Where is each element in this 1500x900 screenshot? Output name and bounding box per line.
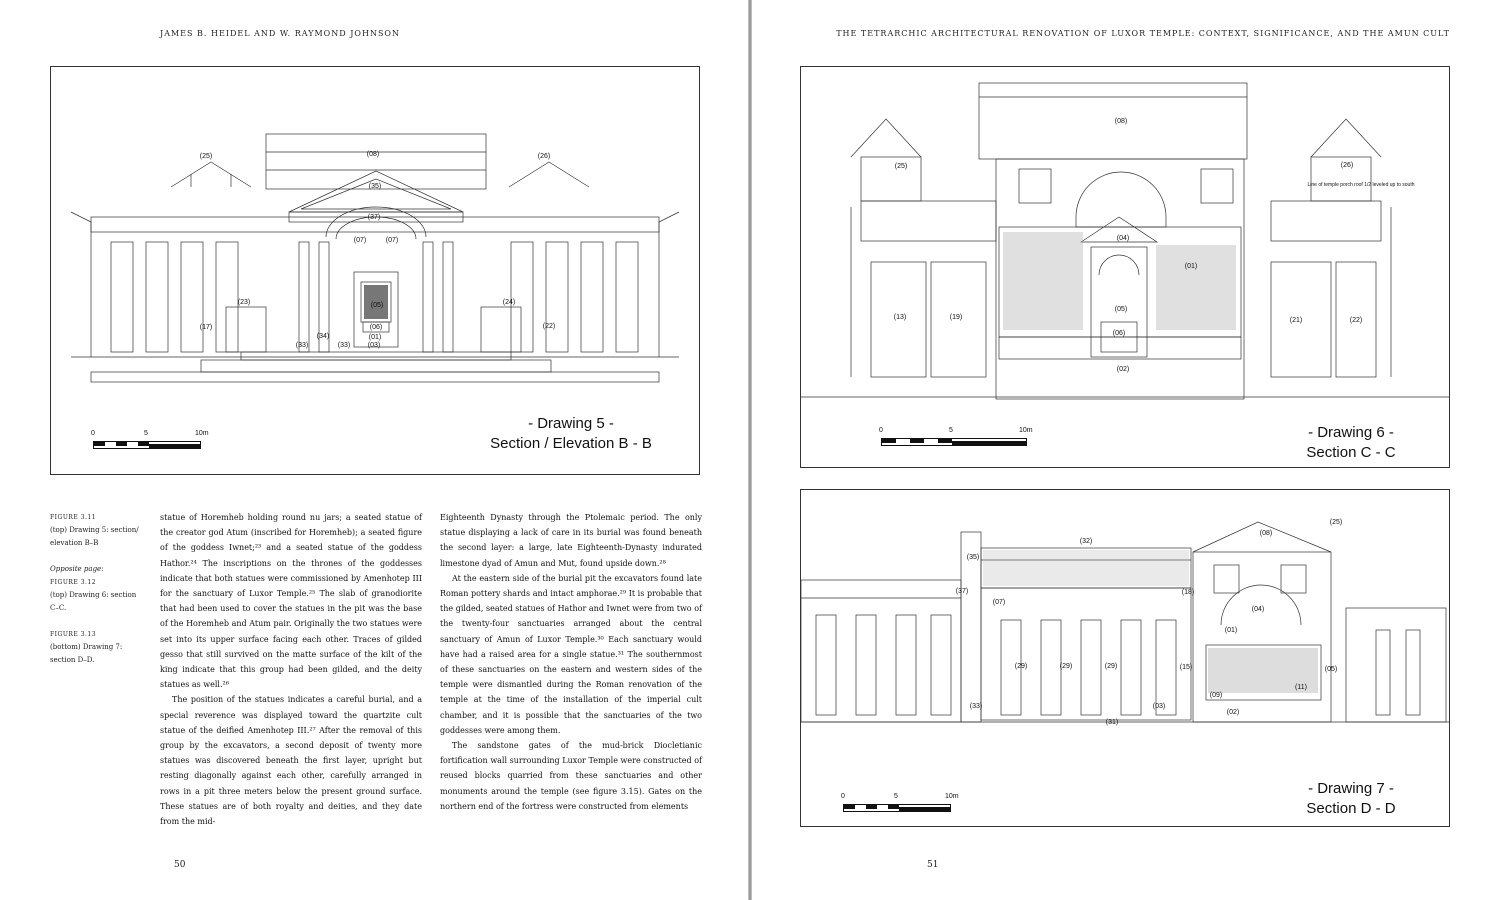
label-33: (33) (969, 703, 983, 710)
right-page (752, 0, 1500, 900)
label-25: (25) (894, 163, 908, 170)
label-04: (04) (1251, 606, 1265, 613)
drawing-6-section (801, 67, 1449, 467)
fig-3-11-label: FIGURE 3.11 (50, 514, 97, 521)
scale-label-10m: 10m (195, 430, 209, 437)
fig-3-12-label: FIGURE 3.12 (50, 579, 97, 586)
label-02: (02) (1226, 709, 1240, 716)
label-32: (32) (1079, 538, 1093, 545)
drawing-5-frame (50, 66, 700, 475)
label-09: (09) (1209, 692, 1223, 699)
label-26: (26) (1340, 162, 1354, 169)
label-06: (06) (1112, 330, 1126, 337)
drawing-6-subtitle: Section C - C (1306, 444, 1396, 461)
drawing-6-title: - Drawing 6 - (1308, 424, 1394, 441)
label-33a: (33) (295, 342, 309, 349)
fig-3-11-text2: elevation B–B (50, 539, 99, 547)
label-07: (07) (992, 599, 1006, 606)
paragraph: Eighteenth Dynasty through the Ptolemaic period. The only statue displaying a lack of care in its burial was found beneath the second layer: a large, late Eighteenth-Dynasty indurated limestone dyad of Amun and Mut, found upside down.²⁸ (440, 513, 702, 568)
label-37: (37) (367, 214, 381, 221)
label-35: (35) (368, 183, 382, 190)
label-31: (31) (1105, 719, 1119, 726)
scale-label-5: 5 (894, 793, 898, 800)
paragraph: The sandstone gates of the mud-brick Diocletianic fortification wall surrounding Luxor Temple were constructed of reused blocks quarried from these sanctuaries and other monuments around the temple (see figure 3.15). Gates on the northern end of the fortress were constructed from elements (440, 741, 702, 811)
page-number: 50 (174, 860, 186, 870)
running-head: THE TETRARCHIC ARCHITECTURAL RENOVATION OF LUXOR TEMPLE: CONTEXT, SIGNIFICANCE, AND THE AMUN CULT (836, 29, 1450, 38)
fig-3-13-text2: section D–D. (50, 656, 95, 664)
label-01: (01) (1224, 627, 1238, 634)
figure-captions (50, 511, 150, 667)
label-03: (03) (1152, 703, 1166, 710)
drawing-5-subtitle: Section / Elevation B - B (490, 435, 652, 452)
label-34: (34) (316, 333, 330, 340)
label-03: (03) (367, 342, 381, 349)
label-22: (22) (542, 323, 556, 330)
drawing-5-caption (481, 414, 661, 454)
page-number: 51 (927, 860, 939, 870)
label-01: (01) (368, 334, 382, 341)
left-page (0, 0, 748, 900)
fig-3-13-text1: (bottom) Drawing 7: (50, 643, 123, 651)
label-18: (18) (1181, 589, 1195, 596)
opposite-page-label: Opposite page: (50, 565, 104, 573)
drawing-7-title: - Drawing 7 - (1308, 780, 1394, 797)
scale-label-0: 0 (91, 430, 95, 437)
label-08: (08) (1114, 118, 1128, 125)
drawing-7-section (801, 490, 1449, 826)
drawing-6-caption (1271, 423, 1431, 463)
running-head: JAMES B. HEIDEL AND W. RAYMOND JOHNSON (160, 29, 400, 38)
label-02: (02) (1116, 366, 1130, 373)
label-05: (05) (370, 302, 384, 309)
scale-label-10m: 10m (1019, 427, 1033, 434)
label-35: (35) (966, 554, 980, 561)
label-24: (24) (502, 299, 516, 306)
label-29a: (29) (1014, 663, 1028, 670)
label-05: (05) (1324, 666, 1338, 673)
scale-label-5: 5 (949, 427, 953, 434)
label-25: (25) (199, 153, 213, 160)
drawing-7-frame (800, 489, 1450, 827)
label-11: (11) (1295, 684, 1307, 691)
body-column-2 (440, 510, 702, 814)
scale-label-5: 5 (144, 430, 148, 437)
porch-roof-note: Line of temple porch roof 1/2 leveled up to south (1307, 182, 1415, 188)
paragraph: statue of Horemheb holding round nu jars; a seated statue of the creator god Atum (inscribed for Horemheb); a seated figure of the goddess Iwnet;²³ and a seated statue of the goddess Hathor.²⁴ The inscriptions on the thrones of the goddesses indicate that both statues were commissioned by Amenhotep III for the sanctuary of Luxor Temple.²⁵ The slab of granodiorite that had been used to cover the statues in the pit was the base of the Horemheb and Atum pair. Originally the two statues were set into its upper surface facing each other. Traces of gilded gesso that still survived on the matte surface of the kilt of the king indicate that this group had been gilded, and the deity statues as well.²⁶ (160, 513, 422, 690)
label-06: (06) (369, 324, 383, 331)
label-13: (13) (893, 314, 907, 321)
label-19: (19) (949, 314, 963, 321)
drawing-7-subtitle: Section D - D (1306, 800, 1396, 817)
scale-bar (841, 793, 961, 817)
label-37: (37) (955, 588, 969, 595)
label-04: (04) (1116, 235, 1130, 242)
label-29b: (29) (1059, 663, 1073, 670)
label-01: (01) (1184, 263, 1198, 270)
label-33b: (33) (337, 342, 351, 349)
drawing-5-title: - Drawing 5 - (528, 415, 614, 432)
body-column-1 (160, 510, 422, 829)
label-25: (25) (1329, 519, 1343, 526)
label-08: (08) (1259, 530, 1273, 537)
label-26: (26) (537, 153, 551, 160)
label-08: (08) (366, 151, 380, 158)
label-07a: (07) (353, 237, 367, 244)
paragraph: The position of the statues indicates a careful burial, and a special reverence was displayed toward the quartzite cult statue of the deified Amenhotep III.²⁷ After the removal of this group by the excavators, a second deposit of twenty more statues was discovered beneath the first layer, upright but resting diagonally against each other, carefully arranged in rows in a pit three meters below the present ground surface. These statues are of both royalty and deities, and they date from the mid- (160, 695, 422, 827)
fig-3-13-label: FIGURE 3.13 (50, 631, 97, 638)
fig-3-12-text2: C–C. (50, 604, 67, 612)
fig-3-12-text1: (top) Drawing 6: section (50, 591, 137, 599)
scale-bar (879, 427, 1033, 451)
scale-label-0: 0 (841, 793, 845, 800)
label-07b: (07) (385, 237, 399, 244)
paragraph: At the eastern side of the burial pit the excavators found late Roman pottery shards and intact amphorae.²⁹ It is probable that the gilded, seated statues of Hathor and Iwnet were from two of the twenty-four sanctuaries arranged about the central sanctuary of Amun of Luxor Temple.³⁰ Each sanctuary would have had a raised area for a single statue.³¹ The southernmost of these sanctuaries on the eastern and western sides of the temple were dismantled during the Roman renovation of the temple at the time of the installation of the imperial cult chamber, and it is possible that the sanctuaries of the two goddesses were among them. (440, 573, 702, 735)
drawing-7-caption (1271, 779, 1431, 819)
label-17: (17) (199, 324, 213, 331)
label-22: (22) (1349, 317, 1363, 324)
label-29c: (29) (1104, 663, 1118, 670)
fig-3-11-text1: (top) Drawing 5: section/ (50, 526, 139, 534)
label-23: (23) (237, 299, 251, 306)
label-05: (05) (1114, 306, 1128, 313)
drawing-5-elevation (51, 67, 699, 474)
scale-label-0: 0 (879, 427, 883, 434)
scale-bar (91, 430, 211, 454)
scale-label-10m: 10m (945, 793, 959, 800)
drawing-6-frame (800, 66, 1450, 468)
label-15: (15) (1179, 664, 1193, 671)
label-21: (21) (1289, 317, 1303, 324)
